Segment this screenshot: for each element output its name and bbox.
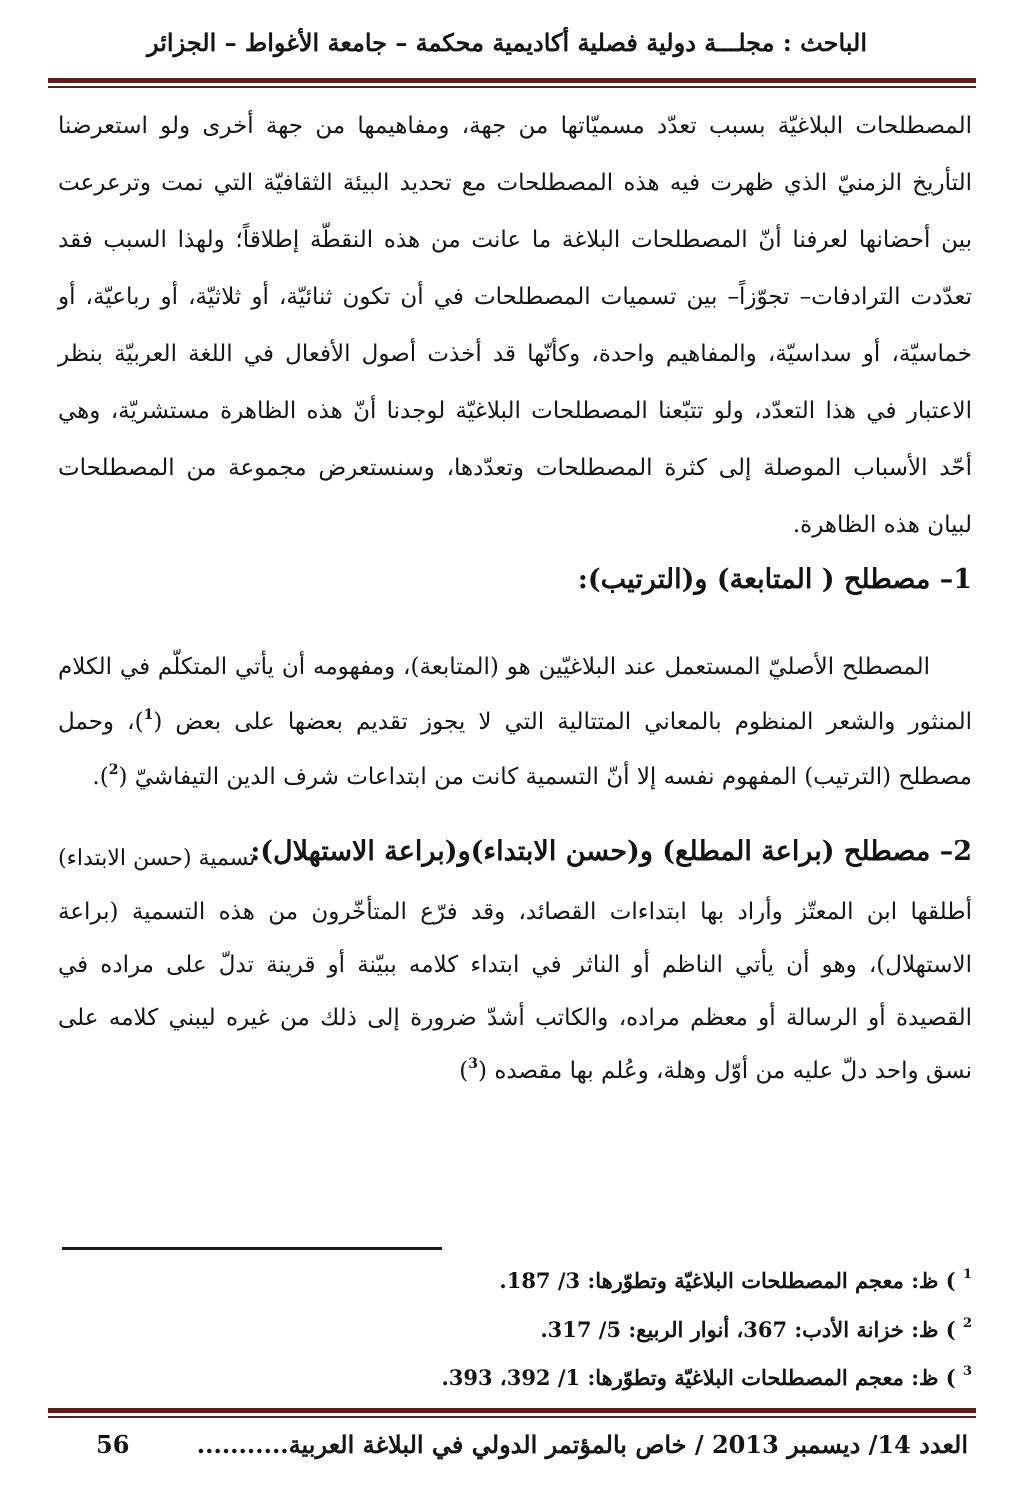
body-paragraph-2 — [58, 640, 972, 805]
footnote-2-number: 2 — [962, 1316, 972, 1331]
header-rule-thick — [48, 78, 976, 83]
footnote-1: $^1$ ) ظ: معجم المصطلحات البلاغيّة وتطوّرها: 3/ 187. — [499, 1267, 972, 1293]
page-number: 56 — [96, 1430, 130, 1459]
footnote-3-text: ظ: معجم المصطلحات البلاغيّة وتطوّرها: 1/ 392، 393. — [441, 1365, 939, 1390]
footnote-2-text: ظ: خزانة الأدب: 367، أنوار الربيع: 5/ 317. — [540, 1317, 939, 1342]
footer-rule-thick — [48, 1408, 976, 1413]
footnote-separator — [62, 1247, 442, 1250]
header-rule-thin — [48, 86, 976, 88]
footnote-ref-3[interactable]: 3 — [468, 1056, 479, 1072]
body-paragraph-1: المصطلحات البلاغيّة بسبب تعدّد مسميّاتها من جهة، ومفاهيمها من جهة أخرى ولو استعرضنا التأريخ الزمنيّ الذي ظهرت فيه هذه المصطلحات مع تحديد البيئة الثقافيّة التي نمت وترعرعت بين أحضانها لعرفنا أنّ المصطلحات البلاغة ما عانت من هذه النقطّة إطلاقاً؛ ولهذا السبب فقد تعدّدت الترادفات– تجوّزاً– بين تسميات المصطلحات في أن تكون ثنائيّة، أو ثلاثيّة، أو رباعيّة، أو خماسيّة، أو سداسيّة، والمفاهيم واحدة، وكأنّها قد أخذت أصول الأفعال في اللغة العربيّة بنظر الاعتبار في هذا التعدّد، ولو تتبّعنا المصطلحات البلاغيّة لوجدنا أنّ هذه الظاهرة مستشريّة، وهي أحّد الأسباب الموصلة إلى كثرة المصطلحات وتعدّدها، وسنستعرض مجموعة من المصطلحات لبيان هذه الظاهرة. — [58, 113, 972, 538]
footnote-2: $^2$ ) ظ: خزانة الأدب: 367، أنوار الربيع: 5/ 317. — [540, 1316, 972, 1342]
paragraph-2-text-c: ). — [92, 764, 109, 790]
footnote-1-number: 1 — [962, 1267, 972, 1282]
paragraph-3-text-a: أطلقها ابن المعتّز وأراد بها ابتداءات القصائد، وقد فرّع المتأخّرون من هذه التسمية (براعة الاستهلال)، وهو أن يأتي الناظم أو الناثر في ابتداء كلامه ببيّنة أو قرينة تدلّ على مراده في القصيدة أو الرسالة أو معظم مراده، والكاتب أشدّ ضرورة إلى ذلك من غيره ليبني كلامه على نسق واحد دلّ عليه من أوّل وهلة، وعُلم بها مقصده ( — [58, 899, 972, 1084]
footnote-ref-2[interactable]: 2 — [108, 762, 119, 778]
section-heading-1: 1– مصطلح ( المتابعة) و(الترتيب): — [577, 564, 972, 595]
footer-issue-text: العدد 14/ ديسمبر 2013 / خاص بالمؤتمر الدولي في البلاغة العربية........... — [196, 1430, 968, 1459]
paragraph-2-text-a: المصطلح الأصليّ المستعمل عند البلاغيّين هو (المتابعة)، ومفهومه أن يأتي المتكلّم في الكلام المنثور والشعر المنظوم بالمعاني المتتالية التي لا يجوز تقديم بعضها على بعض ( — [58, 654, 973, 735]
journal-header-title: الباحث : مجلـــة دولية فصلية أكاديمية محكمة – جامعة الأغواط – الجزائر — [146, 28, 868, 57]
body-paragraph-3 — [58, 886, 972, 1098]
paragraph-2-text-b: )، وحمل مصطلح (الترتيب) المفهوم نفسه إلا أنّ التسمية كانت من ابتداعات شرف الدين التيفاشيّ ( — [58, 709, 972, 790]
footnote-3: $^3$ ) ظ: معجم المصطلحات البلاغيّة وتطوّرها: 1/ 392، 393. — [441, 1364, 972, 1390]
section-heading-2: 2– مصطلح (براعة المطلع) و(حسن الابتداء)و(براعة الاستهلال): — [250, 836, 972, 867]
paragraph-3-text-b: ) — [459, 1058, 469, 1084]
section-2-lead-text: تسمية (حسن الابتداء) — [58, 846, 256, 871]
footnote-3-number: 3 — [962, 1364, 972, 1379]
footnote-ref-1[interactable]: 1 — [143, 707, 154, 723]
footer-rule-thin — [48, 1416, 976, 1418]
footnote-1-text: ظ: معجم المصطلحات البلاغيّة وتطوّرها: 3/ 187. — [499, 1268, 939, 1293]
